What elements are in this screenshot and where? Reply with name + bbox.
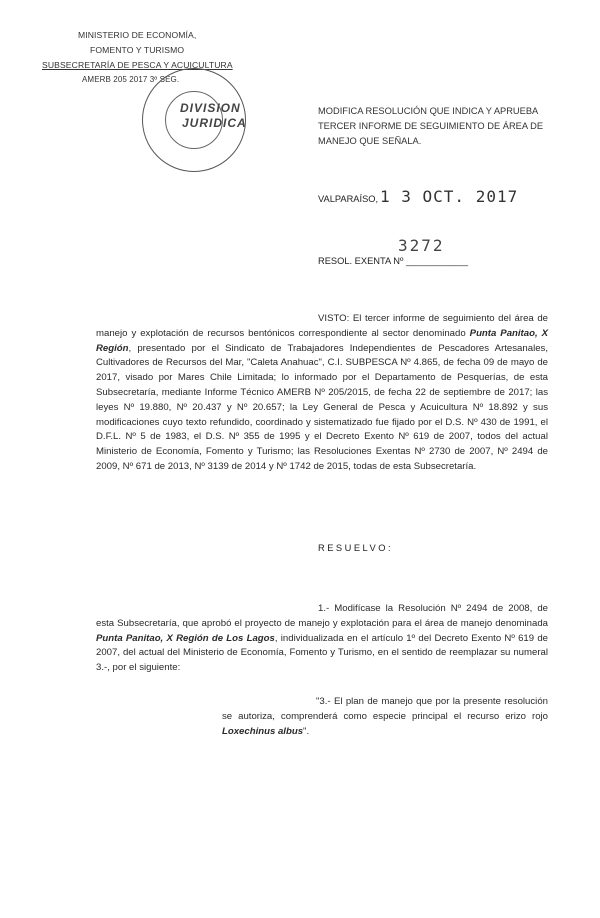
visto-area-name: Punta Panitao, X Región (96, 327, 548, 354)
replacement-text (222, 695, 548, 739)
visto-paragraph (96, 312, 548, 475)
point1-area-name: Punta Panitao, X Región de Los Lagos (96, 632, 275, 644)
resolution-label: RESOL. EXENTA Nº ____________ (318, 256, 468, 266)
header-ministry: MINISTERIO DE ECONOMÍA, (78, 30, 197, 40)
quote-text-1: "3.- El plan de manejo que por la presente resolución se autoriza, comprenderá como especie principal el recurso erizo rojo (222, 696, 548, 722)
resolution-number: 3272 (398, 236, 445, 255)
place-label: VALPARAÍSO, (318, 194, 379, 204)
header-fomento: FOMENTO Y TURISMO (90, 45, 185, 55)
point1-text-1: 1.- Modifícase la Resolución Nº 2494 de 2008, de esta Subsecretaría, que aprobó el proyecto de manejo y explotación para el área de manejo denominada (96, 603, 548, 629)
point1-text-2: , individualizada en el artículo 1º del Decreto Exento Nº 619 de 2007, del actual del Ministerio de Economía, Fomento y Turismo, en el sentido de reemplazar su numeral 3.-, por el siguiente: (96, 632, 549, 674)
visto-text-1: VISTO: El tercer informe de seguimiento del área de manejo y explotación de recursos bentónicos correspondiente al sector denominado (96, 313, 548, 339)
document-subject: MODIFICA RESOLUCIÓN QUE INDICA Y APRUEBA TERCER INFORME DE SEGUIMIENTO DE ÁREA DE MANEJO QUE SEÑALA. (318, 106, 544, 146)
visto-text-2: , presentado por el Sindicato de Trabajadores Independientes de Pescadores Artesanales, Cultivadores de Recursos del Mar, "Caleta Anahuac", C.I. SUBPESCA Nº 4.865, de fecha 09 de mayo de 2017, visado por Mares Chile Limitada; lo informado por el Departamento de Pesquerías, de esta Subsecretaría, mediante Informe Técnico AMERB Nº 205/2015, de fecha 22 de septiembre de 2017; las leyes Nº 19.880, Nº 20.437 y Nº 20.657; la Ley General de Pesca y Acuicultura Nº 18.892 y sus modificaciones cuyo texto refundido, coordinado y sistematizado fue fijado por el D.S. Nº 430 de 1991, el D.F.L. Nº 5 de 1983, el D.S. Nº 355 de 1995 y el Decreto Exento Nº 619 de 2007, todos del actual Ministerio de Economía, Fomento y Turismo; las Resoluciones Exentas Nº 2730 de 2007, Nº 2494 de 2009, Nº 671 de 2013, Nº 3139 de 2014 y Nº 1742 de 2015, todas de esta Subsecretaría. (96, 342, 548, 472)
stamp-line-1: DIVISION (180, 101, 241, 115)
resolution-point-1 (96, 602, 548, 676)
header-subsecretaria: SUBSECRETARÍA DE PESCA Y ACUICULTURA (42, 60, 233, 70)
stamp-line-2: JURIDICA (182, 116, 247, 130)
document-date: 1 3 OCT. 2017 (380, 187, 519, 206)
header-reference: AMERB 205 2017 3º SEG. (82, 75, 180, 84)
quote-species: Loxechinus albus (222, 725, 304, 737)
quote-text-2: ". (303, 725, 310, 737)
resuelvo-heading: RESUELVO: (318, 543, 394, 553)
